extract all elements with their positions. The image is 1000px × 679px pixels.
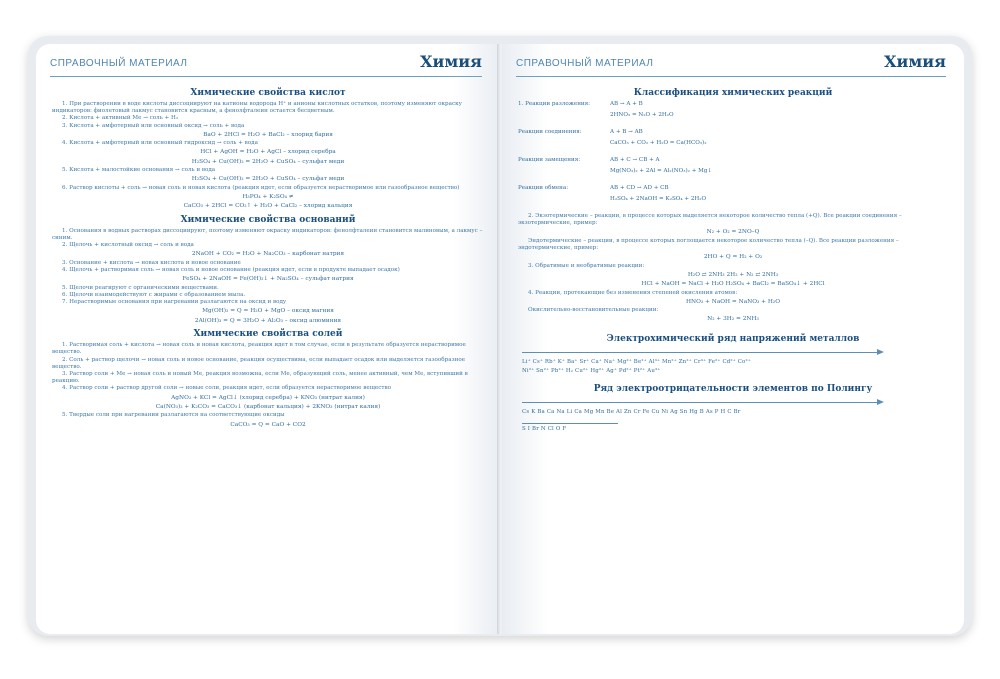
activity-series-heading: Электрохимический ряд напряжений металлов bbox=[606, 333, 860, 344]
electronegativity-heading: Ряд электроотрицательности элементов по Полингу bbox=[593, 383, 873, 394]
reaction-equation: Mg(NO₃)₂ + 2Al = Al₂(NO₃)₂ + Mg↓ bbox=[610, 168, 713, 174]
paragraph: 2. Кислота + активный Me → соль + H₂ bbox=[62, 115, 179, 122]
section-label: СПРАВОЧНЫЙ МАТЕРИАЛ bbox=[516, 58, 654, 69]
paragraph: 4. Раствор соли + раствор другой соли → новые соли, реакция идет, если образуется нерастворимое вещество bbox=[62, 385, 391, 392]
paragraph: Эндотермические – реакции, в процессе которых поглощается некоторое количество тепла (–Q). Все реакции разложения – эндотермические, пример: bbox=[518, 237, 899, 252]
paragraph: Окислительно-восстановительные реакции: bbox=[528, 307, 659, 314]
equation: HCl + NaOH = NaCl + H₂O H₂SO₄ + BaCl₂ = BaSO₄↓ + 2HCl bbox=[641, 281, 825, 288]
section-heading: Химические свойства кислот bbox=[190, 88, 346, 98]
right-page-header bbox=[516, 54, 946, 77]
subject-title: Химия bbox=[884, 52, 946, 71]
reaction-equation: 2HNO₃ = N₂O + 2H₂O bbox=[610, 112, 674, 118]
equation: HNO₃ + NaOH = NaNO₃ + H₂O bbox=[686, 298, 780, 305]
equation: N₂ + O₂ = 2NO–Q bbox=[706, 229, 760, 236]
section-heading: Химические свойства оснований bbox=[180, 214, 356, 225]
electronegativity-line-1: Cs K Ba Ca Na Li Ca Mg Mn Be Al Zn Cr Fe Cu Ni Ag Sn Hg B As P H C Br bbox=[522, 408, 741, 415]
reaction-row bbox=[518, 168, 948, 179]
paragraph: 4. Реакции, протекающие без изменения степеней окисления атомов: bbox=[528, 289, 738, 296]
equation: H₃PO₄ + K₂SO₄ ≠ bbox=[242, 194, 294, 201]
reaction-row bbox=[518, 112, 948, 123]
equation: H₂SO₄ + Cu(OH)₂ = 2H₂O + CuSO₄ – сульфат меди bbox=[191, 158, 345, 165]
reaction-type-label: Реакции соединения: bbox=[518, 129, 582, 135]
reaction-type-label: 1. Реакции разложения: bbox=[518, 101, 591, 107]
section-label: СПРАВОЧНЫЙ МАТЕРИАЛ bbox=[50, 58, 188, 69]
electronegativity-line-2: S I Br N Cl O F bbox=[522, 425, 567, 432]
reaction-types-text bbox=[518, 213, 948, 324]
paragraph: 6. Раствор кислоты + соль → новая соль и новая кислота (реакция идет, если образуется нерастворимое или газообразное вещество) bbox=[62, 184, 460, 191]
reaction-type-label: Реакции замещения: bbox=[518, 157, 581, 163]
paragraph: 1. Растворимая соль + кислота → новая соль и новая кислота, реакция идет в том случае, если в результате образуется нерастворимое вещество. bbox=[52, 342, 466, 356]
paragraph: 1. При растворении в воде кислоты диссоциируют на катионы водорода H⁺ и анионы кислотных остатков, поэтому изменяют окраску индикаторов: фиолетовый лакмус становится красным, а фенолфталеин остается бесцветным. bbox=[52, 101, 462, 115]
reaction-row bbox=[518, 157, 948, 168]
reaction-classification-list bbox=[518, 101, 948, 213]
paragraph: 5. Щелочи реагируют с органическими веществами. bbox=[62, 284, 219, 291]
reaction-type-label: Реакции обмена: bbox=[518, 185, 569, 191]
left-page-content bbox=[52, 84, 484, 624]
open-notebook bbox=[28, 36, 972, 636]
reaction-row bbox=[518, 185, 948, 196]
subject-title: Химия bbox=[420, 52, 482, 71]
equation: CaCO₃ + 2HCl = CO₂↑ + H₂O + CaCl₂ – хлорид кальция bbox=[183, 203, 353, 210]
paragraph: 3. Раствор соли + Me → новая соль и новый Me, реакция возможна, если Me, образующий соль, менее активный, чем Me, вступивший в реакцию. bbox=[52, 370, 468, 385]
equation: Mg(OH)₂ = Q = H₂O + MgO – оксид магния bbox=[202, 308, 334, 315]
equation: 2Al(OH)₃ = Q = 3H₂O + Al₂O₃ – оксид алюминия bbox=[194, 317, 342, 324]
activity-series-line-1: Li⁺ Cs⁺ Rb⁺ K⁺ Ba⁺ Sr⁺ Ca⁺ Na⁺ Mg²⁺ Be²⁺ Al³⁺ Mn²⁺ Zn²⁺ Cr³⁺ Fe²⁺ Cd²⁺ Co²⁺ bbox=[522, 358, 751, 365]
reaction-equation: AB + C → CB + A bbox=[610, 157, 660, 163]
reaction-row bbox=[518, 196, 948, 207]
reactions-heading: Классификация химических реакций bbox=[633, 88, 833, 98]
equation: FeSO₄ + 2NaOH = Fe(OH)₂↓ + Na₂SO₄ – сульфат натрия bbox=[182, 276, 354, 283]
activity-series-arrow bbox=[518, 347, 948, 357]
paragraph: 3. Основание + кислота → новая кислота и новое основание bbox=[62, 259, 241, 266]
paragraph: 4. Щелочь + растворимая соль → новая соль и новое основание (реакция идет, если в продукте выпадает осадок) bbox=[62, 267, 400, 274]
equation: H₂SO₄ + Cu(OH)₂ = 2H₂O + CuSO₄ – сульфат меди bbox=[191, 176, 345, 183]
activity-series-line-2: Ni²⁺ Sn²⁺ Pb²⁺ H₂ Cu²⁺ Hg²⁺ Ag⁺ Pd²⁺ Pt²⁺ Au³⁺ bbox=[522, 367, 661, 374]
equation: N₂ + 3H₂ = 2NH₃ bbox=[707, 316, 759, 323]
electronegativity-arrow bbox=[518, 397, 948, 407]
paragraph: 2. Соль + раствор щелочи → новая соль и новое основание, реакция осуществима, если выпадает осадок или выделяется газообразное вещество. bbox=[52, 356, 466, 370]
equation: BaO + 2HCl = H₂O + BaCl₂ – хлорид бария bbox=[203, 131, 333, 138]
reaction-equation: AB + CD → AD + CB bbox=[610, 185, 669, 191]
equation: AgNO₃ + KCl = AgCl↓ (хлорид серебра) + KNO₃ (нитрат калия) bbox=[171, 394, 365, 401]
equation: 2NaOH + CO₂ = H₂O + Na₂CO₃ – карбонат натрия bbox=[191, 251, 345, 258]
right-page bbox=[502, 44, 964, 634]
reaction-row bbox=[518, 140, 948, 151]
right-page-content bbox=[518, 84, 948, 624]
equation: 2HO + Q = H₂ + O₂ bbox=[703, 254, 763, 261]
paragraph: 2. Экзотермические – реакции, в процессе которых выделяется некоторое количество тепла (+Q). Все реакции соединения – экзотермические, пример: bbox=[518, 213, 902, 227]
reaction-equation: A + B → AB bbox=[610, 129, 643, 135]
paragraph: 3. Кислота + амфотерный или основный оксид → соль + вода bbox=[62, 122, 245, 129]
reaction-row bbox=[518, 101, 948, 112]
left-page-header bbox=[50, 54, 482, 77]
paragraph: 4. Кислота + амфотерный или основный гидроксид → соль + вода bbox=[62, 140, 258, 147]
left-page bbox=[36, 44, 500, 634]
equation: HCl + AgOH = H₂O + AgCl – хлорид серебра bbox=[200, 149, 336, 156]
reaction-equation: CaCO₃ + CO₂ + H₂O = Ca(HCO₃)₂ bbox=[610, 140, 707, 146]
paragraph: 5. Твердые соли при нагревании разлагаются на соответствующие оксиды bbox=[62, 412, 285, 419]
electronegativity-arrow-2 bbox=[518, 418, 948, 424]
reaction-equation: AB → A + B bbox=[610, 101, 643, 107]
equation: CaCO₃ = Q = CaO + CO2 bbox=[230, 421, 306, 428]
reaction-row bbox=[518, 129, 948, 140]
paragraph: 2. Щелочь + кислотный оксид → соль и вода bbox=[62, 242, 194, 249]
paragraph: 7. Нерастворимые основания при нагревании разлагаются на оксид и воду bbox=[62, 299, 287, 306]
paragraph: 3. Обратимые и необратимые реакции: bbox=[528, 262, 645, 269]
equation: H₂O ⇄ 2NH₃ 2H₂ + N₂ ⇄ 2NH₃ bbox=[687, 271, 779, 278]
equation: Ca(NO₃)₂ + K₂CO₃ = CaCO₃↓ (карбонат кальция) + 2KNO₃ (нитрат калия) bbox=[155, 403, 381, 410]
reaction-equation: H₂SO₄ + 2NaOH = K₂SO₄ + 2H₂O bbox=[610, 196, 707, 202]
section-heading: Химические свойства солей bbox=[193, 329, 343, 340]
paragraph: 6. Щелочи взаимодействуют с жирами с образованием мыла. bbox=[62, 291, 246, 298]
paragraph: 5. Кислота + малостойкие основания → соль и вода bbox=[62, 167, 216, 174]
paragraph: 1. Основания в водных растворах диссоциируют, поэтому изменяют окраску индикаторов: фенолфталеин становится малиновым, а лакмус – синим. bbox=[52, 227, 483, 242]
